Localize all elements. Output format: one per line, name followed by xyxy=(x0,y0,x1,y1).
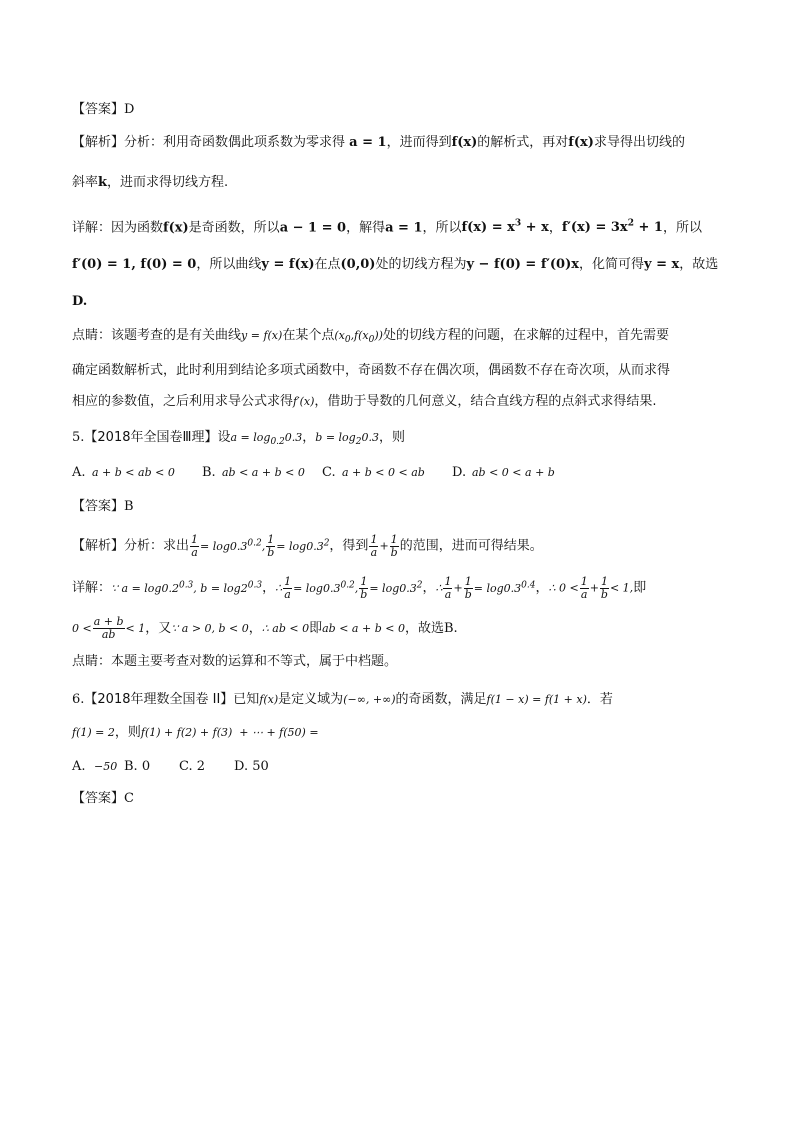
text: ．若 xyxy=(586,692,613,707)
text: B. xyxy=(443,621,458,636)
q5-stem xyxy=(72,428,405,452)
q4-analysis-line1 xyxy=(72,133,685,153)
text: 即 xyxy=(309,621,323,636)
text: 已知 xyxy=(233,692,260,707)
question-number: 6. xyxy=(72,692,85,707)
option-d-math: ab < 0 < a + b xyxy=(472,466,555,479)
q4-tip-line1 xyxy=(72,326,669,350)
math: ∵ a > 0, b < 0 xyxy=(171,622,249,635)
text: ， xyxy=(248,621,262,636)
text: ，所以曲线 xyxy=(196,257,262,272)
math: ∴ ab < 0 xyxy=(261,622,310,635)
text: ，故选 xyxy=(679,257,719,272)
text: ，则 xyxy=(114,725,141,740)
fraction: $\frac{1}{a}$ xyxy=(284,574,292,601)
math: $a = \log_{0.2}0.3$ xyxy=(230,431,303,448)
text: ，所以 xyxy=(422,220,462,236)
math: a = 1 xyxy=(385,220,423,236)
math: + xyxy=(589,581,599,595)
fraction: $\frac{1}{b}$ xyxy=(360,574,368,601)
question-source: 【2018年全国卷Ⅲ理】 xyxy=(84,430,218,445)
text: ， xyxy=(422,580,436,596)
math: f(x) xyxy=(451,135,478,150)
option-a-math: −50 xyxy=(94,760,118,773)
text: 详解：因为函数 xyxy=(72,220,164,236)
math: = $\log 0.3^{0.2}$, xyxy=(200,538,266,553)
text: ，化简可得 xyxy=(578,257,644,272)
text: ，解得 xyxy=(346,220,386,236)
math: 0 < xyxy=(72,622,92,635)
text: 是奇函数，所以 xyxy=(188,220,280,236)
option-label: D. xyxy=(452,465,467,480)
text: D. xyxy=(72,294,88,309)
text: 在某个点 xyxy=(282,328,335,343)
q4-tip-line2 xyxy=(72,361,670,381)
fraction: $\frac{1}{b}$ xyxy=(267,532,275,559)
math: $f'(x) = 3x^2 + 1$ xyxy=(561,219,663,236)
q4-tip-line3 xyxy=(72,392,657,412)
option-c-math: a + b < 0 < ab xyxy=(342,466,425,479)
math: y = x xyxy=(643,257,680,272)
math: ∴ 0 < xyxy=(548,581,579,595)
text: 相应的参数值，之后利用求导公式求得 xyxy=(72,394,294,409)
math: $f(x) = x^3 + x$ xyxy=(461,219,549,236)
text: ，进而得到 xyxy=(386,135,452,150)
text: 分析：利用奇函数偶此项系数为零求得 xyxy=(124,135,346,150)
option-label: A. xyxy=(72,759,86,774)
text: 即 xyxy=(633,580,647,596)
answer-label: 【答案】 xyxy=(72,791,125,806)
math: = $\log 0.3^2$ xyxy=(276,538,330,553)
text: 的解析式，再对 xyxy=(477,135,569,150)
math: = $\log 0.3^2$ xyxy=(369,580,423,595)
math: k xyxy=(98,175,108,190)
q6-answer xyxy=(72,789,134,809)
q4-answer xyxy=(72,100,134,120)
text: 处的切线方程的问题，在求解的过程中，首先需要 xyxy=(382,328,669,343)
analysis-label: 【解析】 xyxy=(72,135,125,150)
math: a = 1 xyxy=(349,135,387,150)
fraction: $\frac{1}{b}$ xyxy=(464,574,472,601)
answer-value: B xyxy=(124,499,134,514)
text: 点睛：本题主要考查对数的运算和不等式，属于中档题。 xyxy=(72,654,398,669)
text: 处的切线方程为 xyxy=(375,257,467,272)
fraction: $\frac{a + b}{ab}$ xyxy=(93,615,124,641)
text: ， xyxy=(302,430,316,445)
math: (0,0) xyxy=(340,257,376,272)
text: 点睛：该题考查的是有关曲线 xyxy=(72,328,242,343)
text: ，借助于导数的几何意义，结合直线方程的点斜式求得结果. xyxy=(314,394,657,409)
text: ，又 xyxy=(145,621,172,636)
fraction: $\frac{1}{b}$ xyxy=(390,532,398,559)
math: f(x) xyxy=(259,693,279,706)
text: ，则 xyxy=(378,430,405,445)
math: + xyxy=(453,581,463,595)
math: ∴ xyxy=(275,581,283,595)
math: < 1, xyxy=(609,581,634,595)
text: 在点 xyxy=(314,257,341,272)
text: ，所以 xyxy=(662,220,702,236)
q4-detail-line3 xyxy=(72,292,87,312)
q5-analysis xyxy=(72,533,543,559)
q5-options xyxy=(72,463,555,483)
text: ， xyxy=(262,580,276,596)
math: f(x) xyxy=(163,220,189,236)
fraction: $\frac{1}{a}$ xyxy=(580,574,588,601)
text: 详解： xyxy=(72,580,112,596)
math: f(1) = 2 xyxy=(72,726,115,739)
option-d: D. 50 xyxy=(234,759,269,774)
text: ，故选 xyxy=(404,621,444,636)
text: 分析：求出 xyxy=(124,538,190,554)
question-source: 【2018年理数全国卷 II】 xyxy=(84,692,234,707)
text: 是定义域为 xyxy=(278,692,344,707)
math: < 1 xyxy=(125,622,146,635)
text: ， xyxy=(548,220,562,236)
text: 的范围，进而可得结果。 xyxy=(399,538,543,554)
text: 斜率 xyxy=(72,175,99,190)
math: = $\log 0.3^{0.4}$ xyxy=(473,580,536,595)
math: ∵ $a = \log 0.2^{0.3}$, $b = \log 2^{0.3}$ xyxy=(111,580,263,595)
math: (−∞, +∞) xyxy=(343,693,396,706)
fraction: $\frac{1}{b}$ xyxy=(600,574,608,601)
math: + xyxy=(379,539,389,553)
option-c: C. 2 xyxy=(179,759,206,774)
q4-detail-line2 xyxy=(72,255,718,275)
q4-detail-line1 xyxy=(72,214,702,238)
option-label: C. xyxy=(322,465,336,480)
q5-answer xyxy=(72,497,134,517)
math: f(x) xyxy=(568,135,594,150)
math: $b = \log_20.3$ xyxy=(315,431,379,448)
text: 的奇函数，满足 xyxy=(395,692,487,707)
math: ∴ xyxy=(435,581,443,595)
fraction: $\frac{1}{a}$ xyxy=(191,532,199,559)
q6-stem-line1 xyxy=(72,690,613,710)
q5-detail-line2 xyxy=(72,616,458,641)
option-label: B. xyxy=(202,465,216,480)
analysis-label: 【解析】 xyxy=(72,538,125,554)
text: 求导得出切线的 xyxy=(593,135,685,150)
answer-label: 【答案】 xyxy=(72,102,125,117)
math: f(1 − x) = f(1 + x) xyxy=(486,693,587,706)
math: f′(x) xyxy=(293,395,315,408)
fraction: $\frac{1}{a}$ xyxy=(370,532,378,559)
text: 设 xyxy=(217,430,231,445)
q6-options xyxy=(72,757,269,777)
option-b-math: ab < a + b < 0 xyxy=(222,466,305,479)
text: ，得到 xyxy=(329,538,369,554)
q6-stem-line2 xyxy=(72,723,319,743)
q5-tip xyxy=(72,652,397,672)
answer-value: C xyxy=(124,791,134,806)
question-number: 5. xyxy=(72,430,85,445)
math: = $\log 0.3^{0.2}$, xyxy=(293,580,359,595)
option-label: A. xyxy=(72,465,86,480)
math: f(1) + f(2) + f(3) + ⋯ + f(50) = xyxy=(140,726,319,739)
q4-analysis-line2 xyxy=(72,173,228,193)
answer-label: 【答案】 xyxy=(72,499,125,514)
fraction: $\frac{1}{a}$ xyxy=(444,574,452,601)
math: f′(0) = 1, f(0) = 0 xyxy=(72,257,197,272)
answer-value: D xyxy=(124,102,135,117)
math: ab < a + b < 0 xyxy=(322,622,405,635)
option-b: B. 0 xyxy=(124,759,151,774)
math: y − f(0) = f′(0)x xyxy=(466,257,579,272)
text: ， xyxy=(535,580,549,596)
q5-detail-line1 xyxy=(72,575,646,601)
math: $(x_0,f(x_0))$ xyxy=(334,329,383,346)
text: 确定函数解析式，此时利用到结论多项式函数中，奇函数不存在偶次项，偶函数不存在奇次项，从而求得 xyxy=(72,363,671,378)
math: a − 1 = 0 xyxy=(279,220,347,236)
math: y = f(x) xyxy=(261,257,315,272)
math: y = f(x) xyxy=(241,329,283,342)
option-a-math: a + b < ab < 0 xyxy=(92,466,175,479)
text: ，进而求得切线方程. xyxy=(107,175,229,190)
